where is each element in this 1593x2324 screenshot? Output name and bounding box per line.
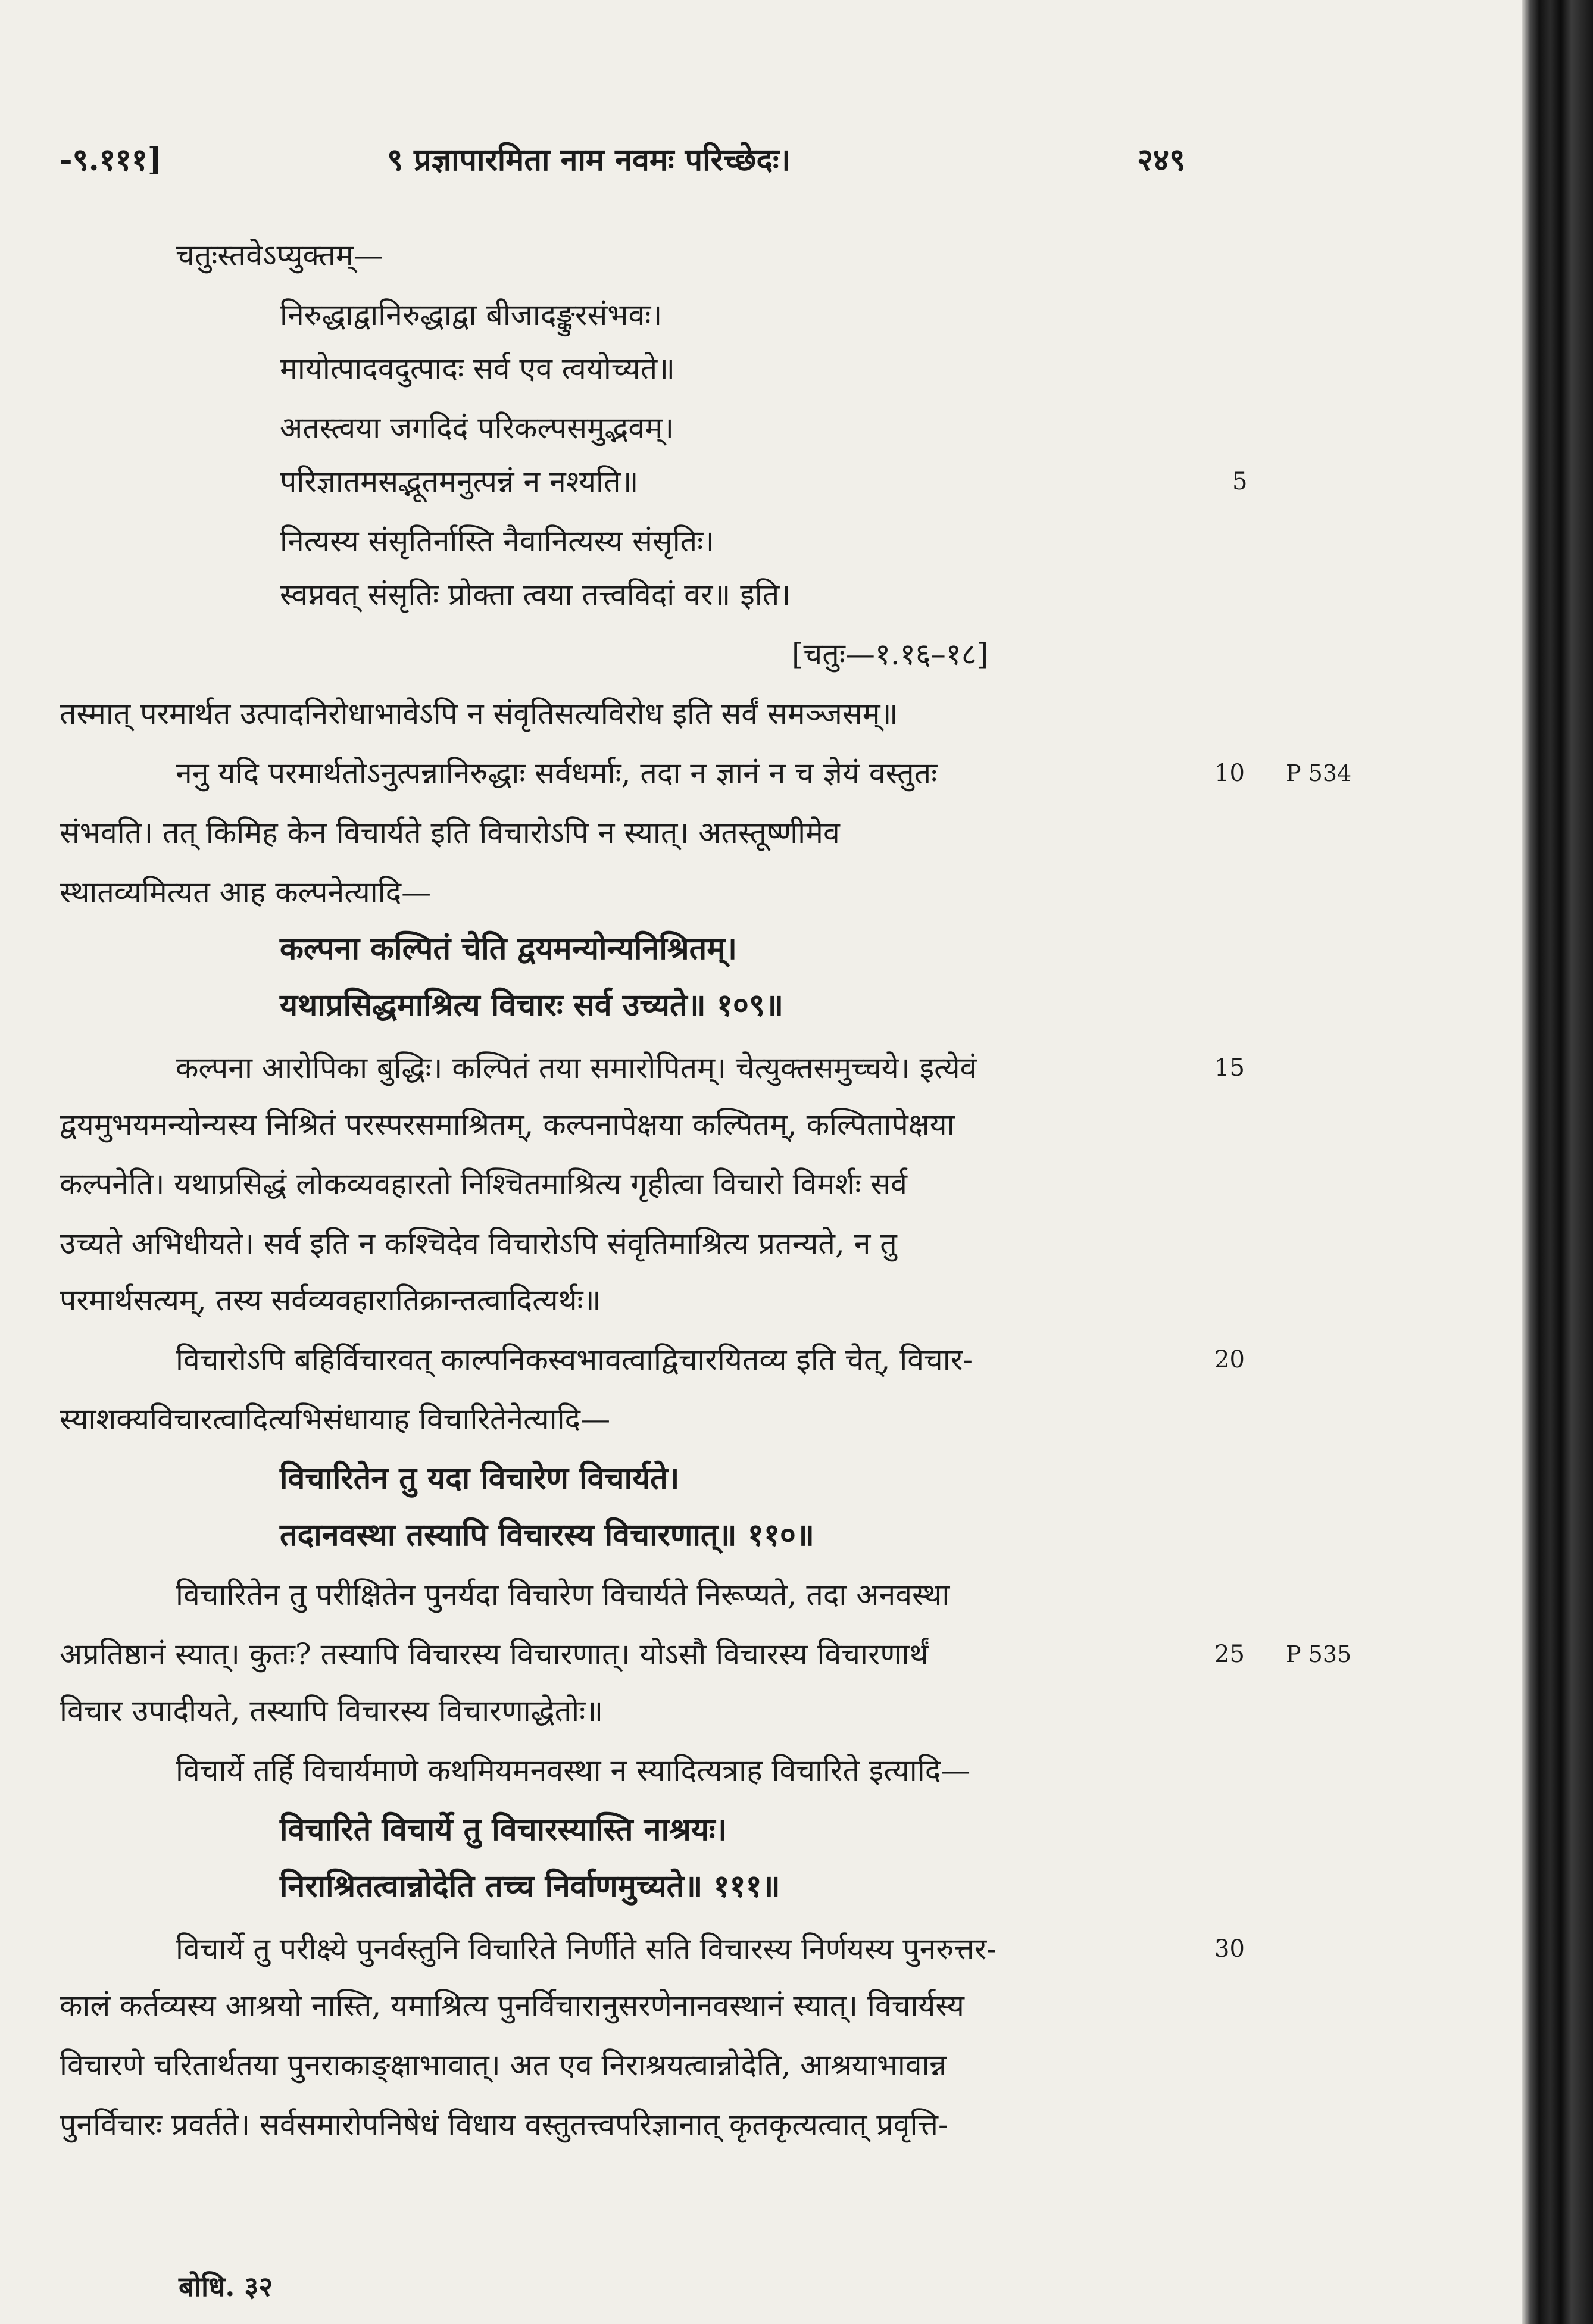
verse-line: कल्पना कल्पितं चेति द्वयमन्योन्यनिश्रितम्। [280,930,738,967]
text-line: ननु यदि परमार्थतोऽनुत्पन्नानिरुद्धाः सर्वधर्माः, तदा न ज्ञानं न च ज्ञेयं वस्तुतः [176,756,938,791]
line-number: 25 [1214,1641,1245,1668]
verse-line: निराश्रितत्वान्नोदेति तच्च निर्वाणमुच्यते॥ १११॥ [280,1868,780,1904]
text-line: परमार्थसत्यम्, तस्य सर्वव्यवहारातिक्रान्तत्वादित्यर्थः॥ [60,1283,601,1317]
line-number: 10 [1214,760,1245,787]
text-line: कालं कर्तव्यस्य आश्रयो नास्ति, यमाश्रित्य पुनर्विचारानुसरणेनानवस्थानं स्यात्। विचार्यस्य [60,1988,964,2023]
text-line: कल्पनेति। यथाप्रसिद्धं लोकव्यवहारतो निश्चितमाश्रित्य गृहीत्वा विचारो विमर्शः सर्व [60,1167,907,1201]
line-number: 15 [1214,1054,1245,1082]
line-number: 30 [1214,1935,1245,1963]
text-line: विचारणे चरितार्थतया पुनराकाङ्क्षाभावात्। अत एव निराश्रयत्वान्नोदेति, आश्रयाभावान्न [60,2048,947,2082]
text-line: स्याशक्यविचारत्वादित्यभिसंधायाह विचारितेनेत्यादि— [60,1402,611,1436]
book-spine-shadow [1522,0,1593,2324]
text-line: पुनर्विचारः प्रवर्तते। सर्वसमारोपनिषेधं विधाय वस्तुतत्त्वपरिज्ञानात् कृतकृत्यत्वात् प्रवृत्ति- [60,2107,948,2142]
text-line: विचारोऽपि बहिर्विचारवत् काल्पनिकस्वभावत्वाद्विचारयितव्य इति चेत्, विचार- [176,1342,973,1377]
text-line: स्थातव्यमित्यत आह कल्पनेत्यादि— [60,875,432,910]
quote-line: अतस्त्वया जगदिदं परिकल्पसमुद्भवम्। [280,411,674,445]
quote-line: नित्यस्य संसृतिर्नास्ति नैवानित्यस्य संसृतिः। [280,524,715,558]
margin-reference: P 535 [1286,1641,1352,1667]
text-line: तस्मात् परमार्थत उत्पादनिरोधाभावेऽपि न संवृतिसत्यविरोध इति सर्वं समञ्जसम्॥ [60,696,898,731]
quote-line: स्वप्नवत् संसृतिः प्रोक्ता त्वया तत्त्वविदां वर॥ इति। [280,577,791,612]
page-number: २४९ [1137,142,1186,178]
citation: [चतुः—१.१६–१८] [792,637,989,671]
running-title: ९ प्रज्ञापारमिता नाम नवमः परिच्छेदः। [387,142,791,178]
verse-line: यथाप्रसिद्धमाश्रित्य विचारः सर्व उच्यते॥ १०९॥ [280,987,784,1023]
text-line: अप्रतिष्ठानं स्यात्। कुतः? तस्यापि विचारस्य विचारणात्। योऽसौ विचारस्य विचारणार्थं [60,1637,929,1672]
line-number: 20 [1214,1346,1245,1373]
quote-line: मायोत्पादवदुत्पादः सर्व एव त्वयोच्यते॥ [280,351,676,386]
margin-reference: P 534 [1286,760,1352,786]
verse-line: विचारिते विचार्ये तु विचारस्यास्ति नाश्रयः। [280,1811,727,1848]
quote-line: निरुद्धाद्वानिरुद्धाद्वा बीजादङ्कुरसंभवः। [280,298,663,332]
text-line: विचार्ये तर्हि विचार्यमाणे कथमियमनवस्था न स्यादित्यत्राह विचारिते इत्यादि— [176,1753,971,1788]
text-line: विचारितेन तु परीक्षितेन पुनर्यदा विचारेण विचार्यते निरूप्यते, तदा अनवस्था [176,1578,950,1612]
text-line: विचार्ये तु परीक्ष्ये पुनर्वस्तुनि विचारिते निर्णीते सति विचारस्य निर्णयस्य पुनरुत्तर- [176,1932,997,1966]
verse-line: तदानवस्था तस्यापि विचारस्य विचारणात्॥ ११०॥ [280,1517,815,1553]
quote-line: परिज्ञातमसद्भूतमनुत्पन्नं न नश्यति॥ [280,464,639,499]
text-line: विचार उपादीयते, तस्यापि विचारस्य विचारणाद्धेतोः॥ [60,1694,604,1728]
signature-mark: बोधि. ३२ [179,2270,273,2303]
text-line: संभवति। तत् किमिह केन विचार्यते इति विचारोऽपि न स्यात्। अतस्तूष्णीमेव [60,816,840,850]
text-line: कल्पना आरोपिका बुद्धिः। कल्पितं तया समारोपितम्। चेत्युक्तसमुच्चये। इत्येवं [176,1051,977,1085]
verse-line: विचारितेन तु यदा विचारेण विचार्यते। [280,1460,680,1497]
verse-range: -९.१११] [60,142,163,178]
text-line: उच्यते अभिधीयते। सर्व इति न कश्चिदेव विचारोऽपि संवृतिमाश्रित्य प्रतन्यते, न तु [60,1226,897,1261]
text-line: चतुःस्तवेऽप्युक्तम्— [176,238,383,273]
text-line: द्वयमुभयमन्योन्यस्य निश्रितं परस्परसमाश्रितम्, कल्पनापेक्षया कल्पितम्, कल्पितापेक्षया [60,1107,955,1142]
line-number: 5 [1232,468,1248,495]
